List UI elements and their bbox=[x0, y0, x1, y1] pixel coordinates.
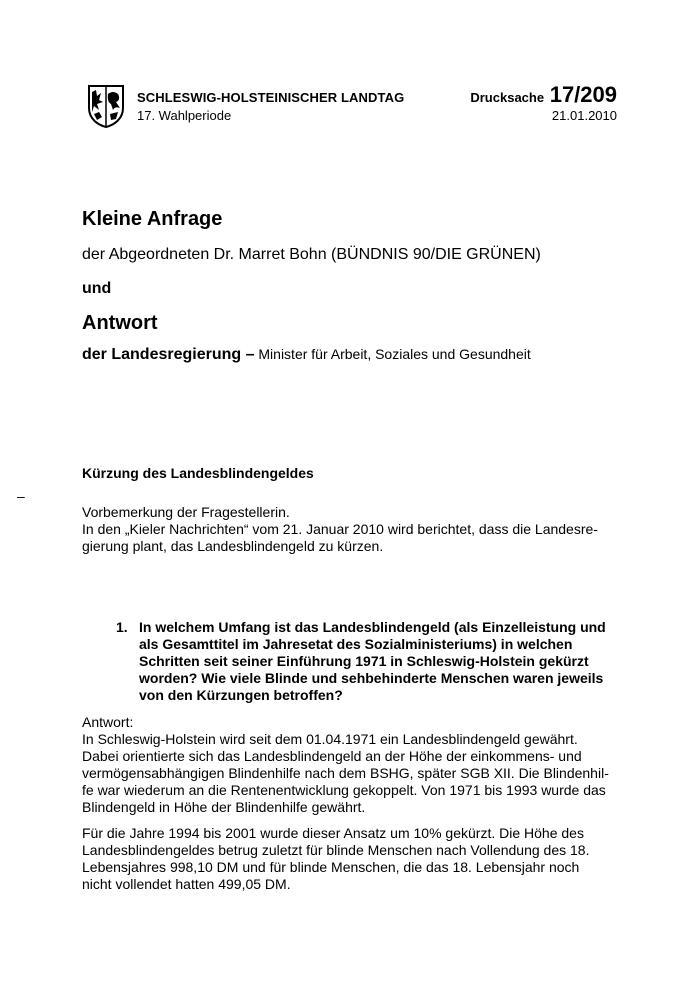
text-line: worden? Wie viele Blinde und sehbehinderte Menschen waren jeweils bbox=[139, 670, 604, 686]
answer-label: Antwort: bbox=[82, 714, 134, 730]
text-line: Dabei orientierte sich das Landesblindengeld an der Höhe der einkommens- und bbox=[82, 748, 582, 764]
document-date: 21.01.2010 bbox=[551, 108, 617, 123]
text-line: Für die Jahre 1994 bis 2001 wurde dieser Ansatz um 10% gekürzt. Die Höhe des bbox=[82, 825, 584, 841]
text-line: In Schleswig-Holstein wird seit dem 01.04.1971 ein Landesblindengeld gewährt. bbox=[82, 731, 578, 747]
text-line: fe war wiederum an die Rentenentwicklung gekoppelt. Von 1971 bis 1993 wurde das bbox=[82, 782, 606, 798]
responding-government bbox=[82, 346, 531, 364]
text-line: als Gesamttitel im Jahresetat des Sozialministeriums) in welchen bbox=[139, 636, 573, 652]
text-line: von den Kürzungen betroffen? bbox=[139, 687, 343, 703]
text-line: vermögensabhängigen Blindenhilfe nach dem BSHG, später SGB XII. Die Blindenhil- bbox=[82, 765, 609, 781]
drucksache-number: 17/209 bbox=[549, 82, 617, 107]
heading-kleine-anfrage: Kleine Anfrage bbox=[82, 208, 223, 230]
coat-of-arms-icon bbox=[87, 84, 125, 128]
conjunction-und: und bbox=[82, 280, 112, 297]
subject-heading: Kürzung des Landesblindengeldes bbox=[82, 465, 314, 481]
requesting-member: der Abgeordneten Dr. Marret Bohn (BÜNDNIS 90/DIE GRÜNEN) bbox=[82, 246, 541, 263]
answer-paragraph bbox=[82, 731, 622, 816]
text-line: Schritten seit seiner Einführung 1971 in Schleswig-Holstein gekürzt bbox=[139, 653, 589, 669]
question-text bbox=[139, 619, 619, 704]
landesregierung-label: der Landesregierung – bbox=[82, 346, 255, 363]
ministry-name: Minister für Arbeit, Soziales und Gesundheit bbox=[254, 346, 531, 362]
legislative-period: 17. Wahlperiode bbox=[137, 108, 232, 123]
text-line: gierung plant, das Landesblindengeld zu kürzen. bbox=[82, 538, 384, 554]
document-number bbox=[470, 82, 617, 108]
heading-antwort: Antwort bbox=[82, 312, 158, 334]
parliament-name: SCHLESWIG-HOLSTEINISCHER LANDTAG bbox=[137, 90, 405, 105]
margin-mark: – bbox=[17, 488, 25, 504]
text-line: nicht vollendet hatten 499,05 DM. bbox=[82, 876, 291, 892]
answer-paragraph bbox=[82, 825, 622, 893]
text-line: Lebensjahres 998,10 DM und für blinde Menschen, die das 18. Lebensjahr noch bbox=[82, 859, 580, 875]
question-number: 1. bbox=[116, 619, 128, 635]
drucksache-label: Drucksache bbox=[470, 90, 545, 105]
text-line: In den „Kieler Nachrichten“ vom 21. Januar 2010 wird berichtet, dass die Landesre- bbox=[82, 521, 598, 537]
text-line: Blindengeld in Höhe der Blindenhilfe gewährt. bbox=[82, 799, 366, 815]
text-line: In welchem Umfang ist das Landesblindengeld (als Einzelleistung und bbox=[139, 619, 606, 635]
preliminary-remark bbox=[82, 504, 622, 555]
text-line: Landesblindengeldes betrug zuletzt für blinde Menschen nach Vollendung des 18. bbox=[82, 842, 590, 858]
text-line: Vorbemerkung der Fragestellerin. bbox=[82, 504, 290, 520]
